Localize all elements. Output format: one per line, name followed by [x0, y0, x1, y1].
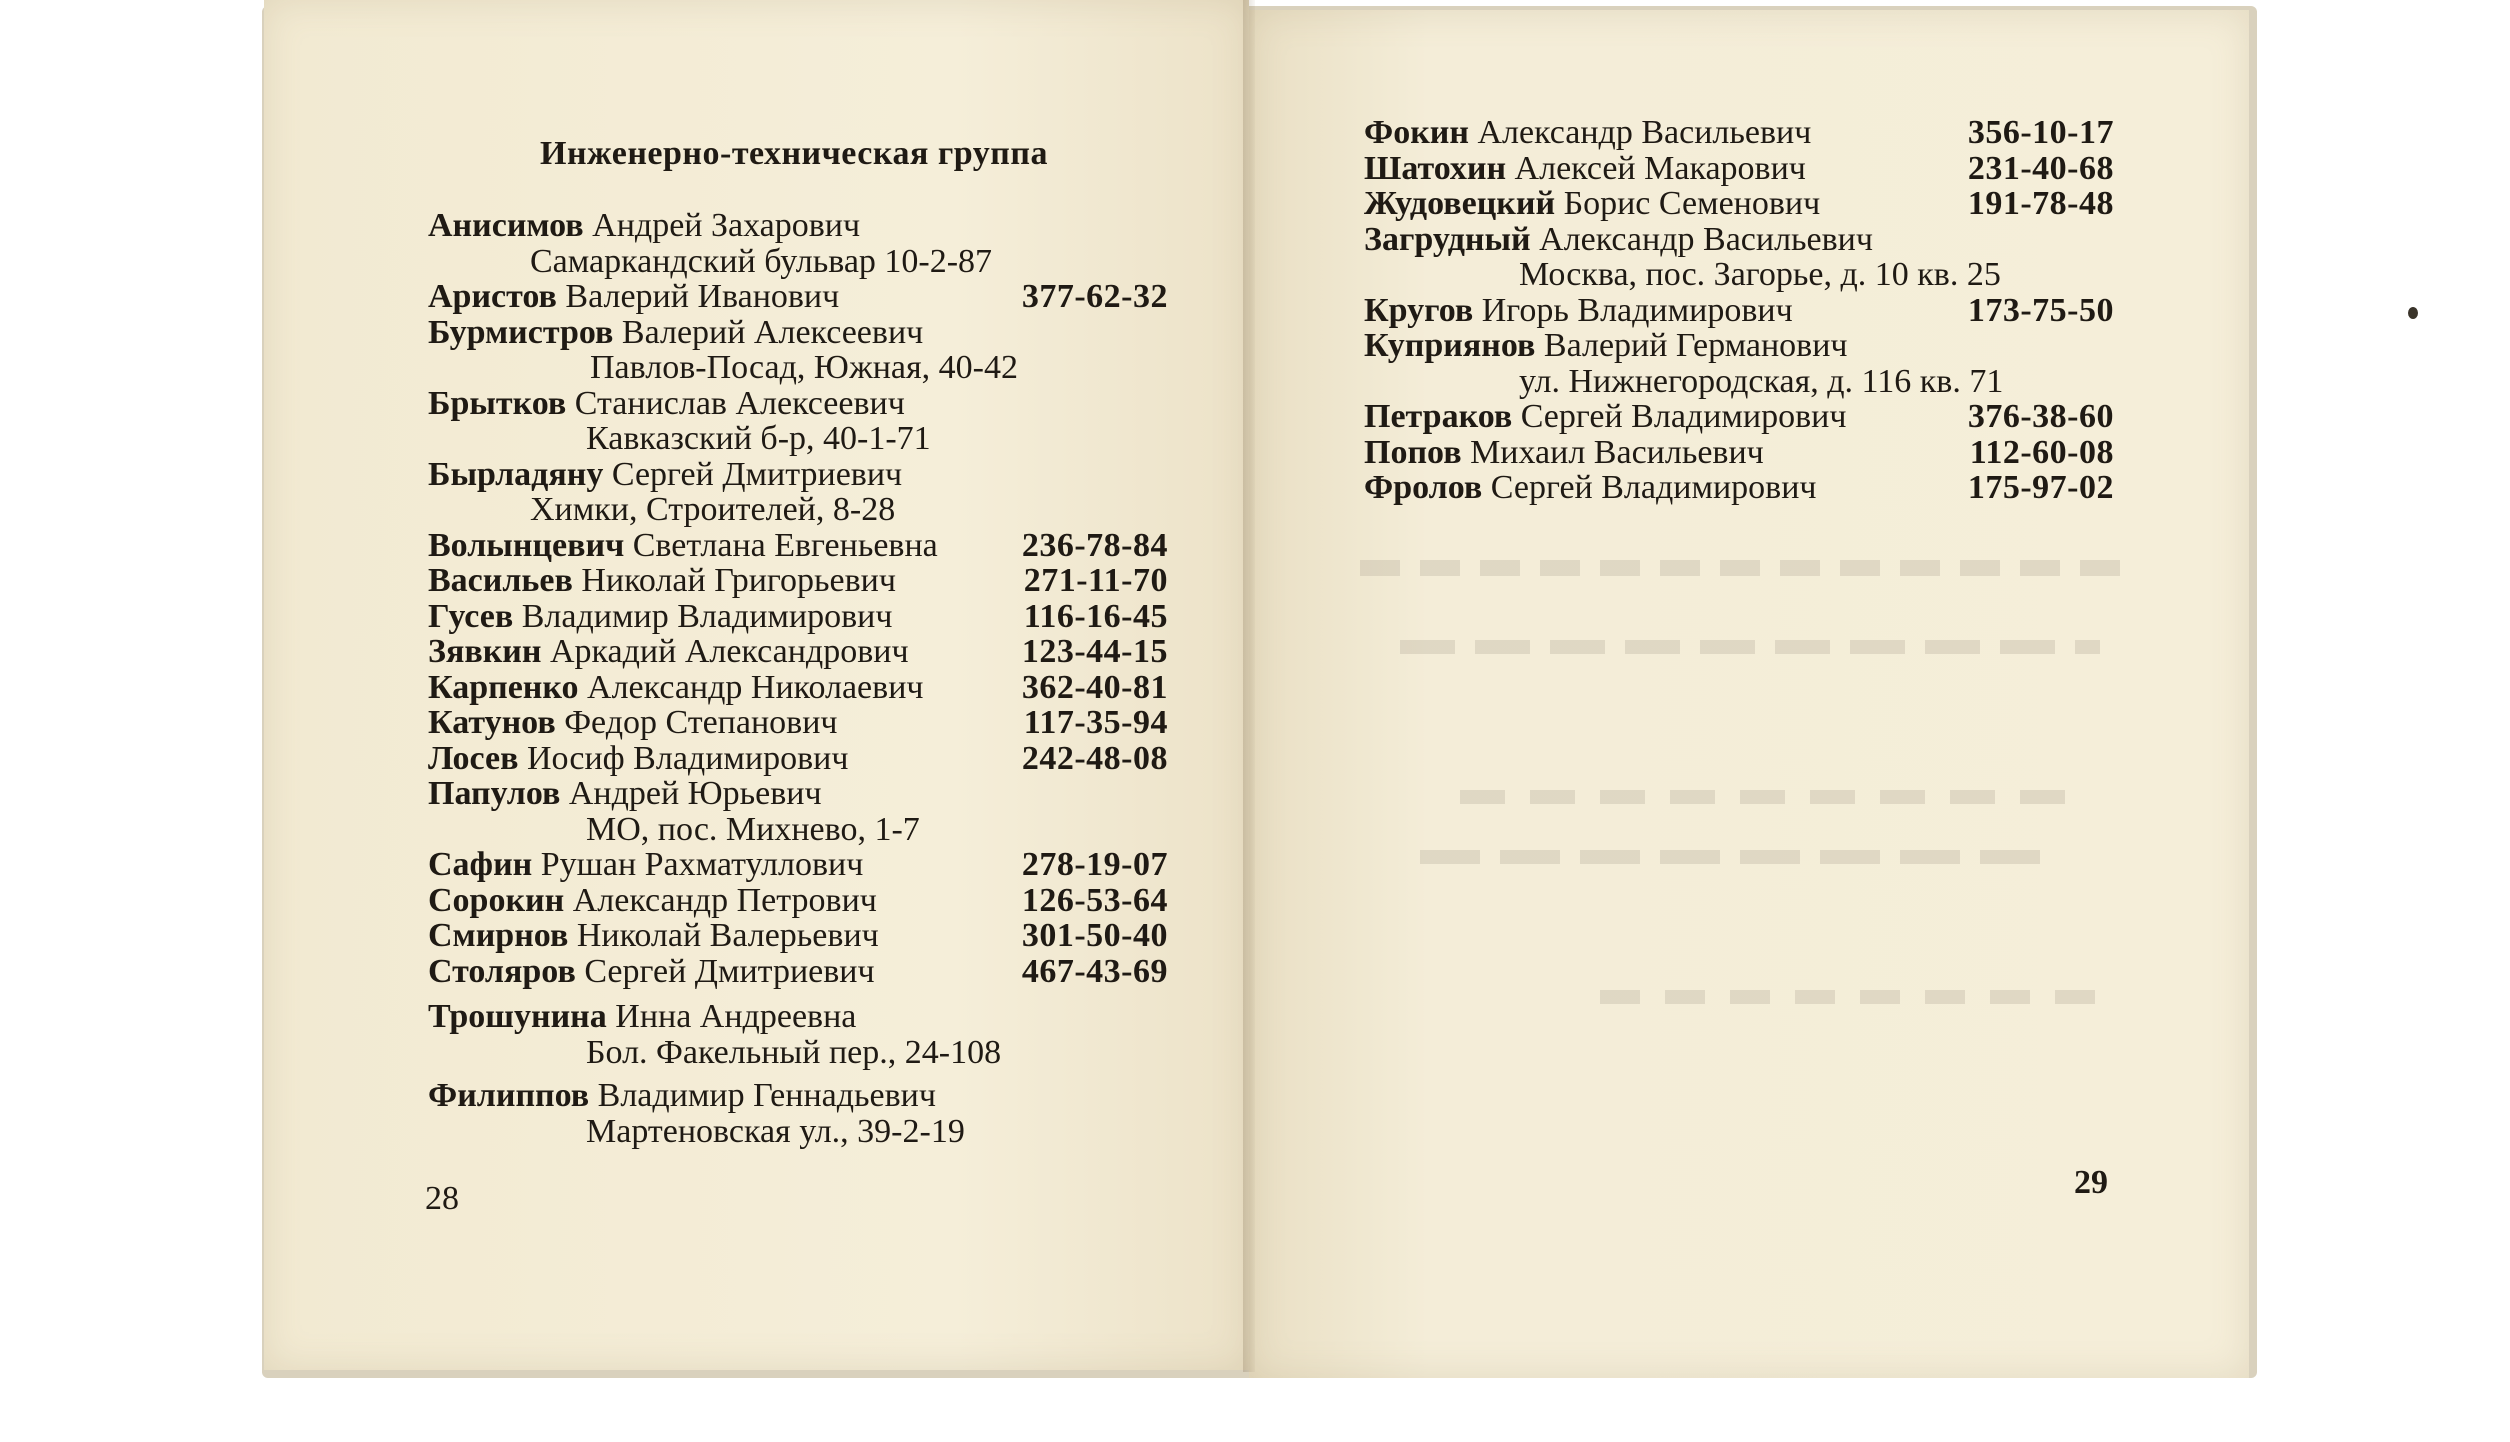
entry-phone: 126-53-64 [1021, 881, 1168, 919]
entry-surname: Карпенко [428, 668, 579, 706]
entry-surname: Сафин [428, 846, 533, 883]
entry-address: МО, пос. Михнево, 1-7 [586, 810, 920, 848]
entry-phone: 376-38-60 [1967, 398, 2114, 435]
entry-phone: 123-44-15 [1021, 633, 1168, 670]
left-entry-list [428, 208, 1168, 1149]
entry-surname: Зявкин [428, 633, 542, 670]
paper-speck [2408, 307, 2418, 319]
entry-given-names: Сергей Владимирович [1520, 398, 1847, 435]
entry-phone: 231-40-68 [1967, 149, 2114, 187]
entry-given-names: Валерий Алексеевич [621, 313, 924, 351]
entry-given-names: Михаил Васильевич [1470, 433, 1764, 471]
directory-entry [1364, 115, 2114, 151]
directory-entry [428, 705, 1168, 741]
directory-entry [428, 1078, 1168, 1149]
entry-name-line [428, 386, 1168, 422]
entry-surname: Бырладяну [428, 455, 604, 493]
entry-phone: 301-50-40 [1021, 917, 1168, 954]
entry-given-names: Андрей Юрьевич [568, 775, 822, 812]
entry-phone: 377-62-32 [1021, 278, 1168, 315]
entry-phone: 116-16-45 [1023, 597, 1168, 635]
directory-entry [428, 457, 1168, 528]
entry-phone: 175-97-02 [1967, 469, 2114, 506]
bleed-through-mark [1600, 990, 2100, 1004]
entry-given-names: Александр Николаевич [587, 668, 924, 706]
entry-given-names: Светлана Евгеньевна [632, 526, 938, 564]
entry-name-line [428, 1078, 1168, 1114]
entry-surname: Фокин [1364, 114, 1469, 151]
entry-surname: Анисимов [428, 207, 584, 244]
page-number-left: 28 [425, 1180, 459, 1217]
entry-surname: Филиппов [428, 1077, 590, 1114]
entry-given-names: Игорь Владимирович [1481, 291, 1793, 329]
entry-address: Самаркандский бульвар 10-2-87 [530, 242, 993, 280]
entry-surname: Брытков [428, 384, 567, 422]
entry-name-line [1364, 435, 2114, 471]
directory-entry [1364, 293, 2114, 329]
entry-name-line [428, 741, 1168, 777]
directory-entry [428, 528, 1168, 564]
directory-entry [428, 883, 1168, 919]
entry-phone: 173-75-50 [1967, 291, 2114, 329]
entry-given-names: Борис Семенович [1563, 185, 1821, 222]
entry-surname: Катунов [428, 704, 556, 741]
directory-entry [1364, 328, 2114, 399]
entry-given-names: Валерий Германович [1543, 327, 1848, 364]
entry-address: Москва, пос. Загорье, д. 10 кв. 25 [1519, 256, 2001, 293]
entry-phone: 362-40-81 [1021, 668, 1168, 706]
entry-given-names: Владимир Владимирович [521, 597, 893, 635]
entry-surname: Папулов [428, 775, 561, 812]
entry-address: Бол. Факельный пер., 24-108 [586, 1033, 1002, 1071]
directory-entry [428, 776, 1168, 847]
entry-given-names: Инна Андреевна [615, 998, 857, 1035]
entry-address: ул. Нижнегородская, д. 116 кв. 71 [1519, 362, 2004, 400]
entry-name-line [428, 776, 1168, 812]
entry-address: Павлов-Посад, Южная, 40-42 [590, 349, 1018, 386]
directory-entry [428, 634, 1168, 670]
entry-surname: Трошунина [428, 998, 607, 1035]
entry-name-line [428, 563, 1168, 599]
entry-given-names: Аркадий Александрович [549, 633, 909, 670]
entry-name-line [428, 528, 1168, 564]
entry-name-line [1364, 186, 2114, 222]
directory-entry [428, 386, 1168, 457]
entry-given-names: Андрей Захарович [592, 207, 861, 244]
entry-surname: Попов [1364, 433, 1462, 471]
entry-surname: Загрудный [1364, 220, 1531, 258]
entry-name-line [428, 208, 1168, 244]
entry-surname: Столяров [428, 952, 576, 990]
entry-given-names: Валерий Иванович [565, 278, 840, 315]
entry-name-line [1364, 222, 2114, 258]
entry-surname: Васильев [428, 562, 573, 599]
entry-phone: 242-48-08 [1021, 739, 1168, 777]
entry-given-names: Александр Петрович [572, 881, 877, 919]
directory-entry [428, 847, 1168, 883]
entry-surname: Сорокин [428, 881, 565, 919]
directory-entry [428, 954, 1168, 990]
entry-surname: Шатохин [1364, 149, 1507, 187]
entry-name-line [1364, 399, 2114, 435]
entry-given-names: Сергей Дмитриевич [611, 455, 903, 493]
directory-entry [428, 999, 1168, 1070]
entry-name-line [428, 918, 1168, 954]
entry-surname: Куприянов [1364, 327, 1536, 364]
entry-given-names: Сергей Владимирович [1490, 469, 1817, 506]
entry-name-line [428, 315, 1168, 351]
entry-name-line [428, 634, 1168, 670]
entry-name-line [428, 999, 1168, 1035]
entry-given-names: Сергей Дмитриевич [584, 952, 875, 990]
bleed-through-mark [1460, 790, 2080, 804]
entry-name-line [1364, 293, 2114, 329]
entry-name-line [1364, 115, 2114, 151]
entry-surname: Волынцевич [428, 526, 625, 564]
entry-phone: 112-60-08 [1969, 433, 2114, 471]
bleed-through-mark [1400, 640, 2100, 654]
entry-surname: Кругов [1364, 291, 1474, 329]
entry-given-names: Алексей Макарович [1514, 149, 1806, 187]
entry-address: Мартеновская ул., 39-2-19 [586, 1112, 965, 1150]
entry-name-line [428, 705, 1168, 741]
entry-name-line [428, 670, 1168, 706]
entry-name-line [1364, 470, 2114, 506]
entry-name-line [428, 599, 1168, 635]
entry-given-names: Владимир Геннадьевич [597, 1077, 936, 1114]
book-spine [1243, 0, 1255, 1372]
directory-entry [428, 670, 1168, 706]
entry-surname: Фролов [1364, 469, 1483, 506]
right-entry-list [1364, 115, 2114, 506]
entry-surname: Бурмистров [428, 313, 614, 351]
directory-entry [428, 918, 1168, 954]
entry-name-line [1364, 328, 2114, 364]
entry-phone: 271-11-70 [1023, 562, 1168, 599]
entry-given-names: Иосиф Владимирович [526, 739, 849, 777]
directory-entry [1364, 151, 2114, 187]
entry-address: Кавказский б-р, 40-1-71 [586, 420, 931, 457]
entry-phone: 467-43-69 [1021, 952, 1168, 990]
entry-surname: Лосев [428, 739, 519, 777]
entry-given-names: Александр Васильевич [1539, 220, 1873, 258]
directory-entry [1364, 399, 2114, 435]
directory-entry [428, 563, 1168, 599]
entry-name-line [428, 847, 1168, 883]
entry-phone: 356-10-17 [1967, 114, 2114, 151]
directory-entry [428, 208, 1168, 279]
entry-phone: 191-78-48 [1967, 185, 2114, 222]
page-number-right: 29 [2074, 1164, 2108, 1201]
directory-entry [428, 315, 1168, 386]
entry-name-line [428, 883, 1168, 919]
directory-entry [428, 599, 1168, 635]
entry-phone: 117-35-94 [1023, 704, 1168, 741]
entry-surname: Аристов [428, 278, 557, 315]
entry-address: Химки, Строителей, 8-28 [530, 491, 896, 528]
entry-given-names: Николай Валерьевич [576, 917, 879, 954]
entry-surname: Жудовецкий [1364, 185, 1556, 222]
entry-given-names: Рушан Рахматуллович [540, 846, 864, 883]
entry-surname: Смирнов [428, 917, 569, 954]
entry-name-line [428, 457, 1168, 493]
section-heading: Инженерно-техническая группа [540, 135, 1048, 172]
entry-name-line [1364, 151, 2114, 187]
entry-given-names: Станислав Алексеевич [574, 384, 905, 422]
entry-name-line [428, 954, 1168, 990]
entry-name-line [428, 279, 1168, 315]
directory-entry [428, 279, 1168, 315]
directory-entry [428, 741, 1168, 777]
entry-surname: Петраков [1364, 398, 1513, 435]
entry-phone: 236-78-84 [1021, 526, 1168, 564]
entry-surname: Гусев [428, 597, 514, 635]
entry-phone: 278-19-07 [1021, 846, 1168, 883]
entry-given-names: Николай Григорьевич [581, 562, 896, 599]
directory-entry [1364, 435, 2114, 471]
directory-entry [1364, 470, 2114, 506]
entry-given-names: Федор Степанович [564, 704, 838, 741]
directory-entry [1364, 222, 2114, 293]
bleed-through-mark [1420, 850, 2060, 864]
entry-given-names: Александр Васильевич [1477, 114, 1812, 151]
directory-entry [1364, 186, 2114, 222]
bleed-through-mark [1360, 560, 2120, 576]
